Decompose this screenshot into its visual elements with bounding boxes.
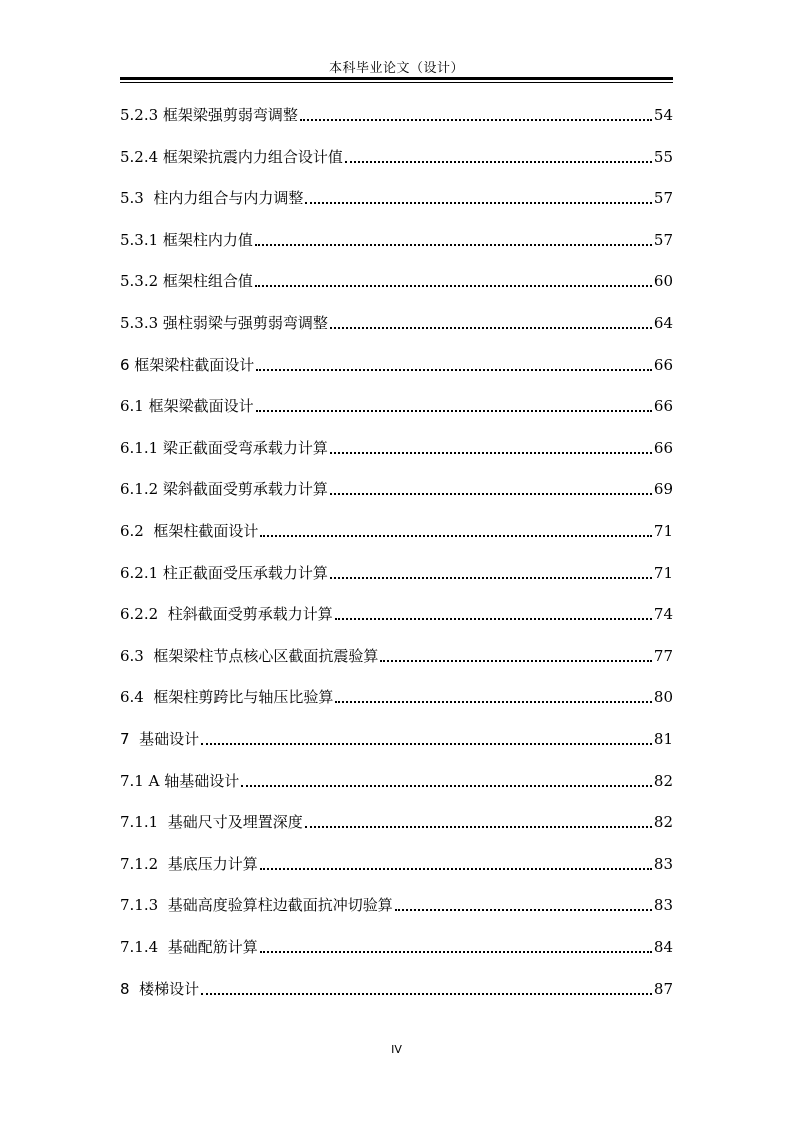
toc-entry[interactable] bbox=[120, 848, 673, 874]
toc-entry[interactable] bbox=[120, 723, 673, 749]
toc-entry-page: 87 bbox=[653, 979, 673, 998]
toc-entry[interactable] bbox=[120, 598, 673, 624]
toc-entry[interactable] bbox=[120, 931, 673, 957]
toc-entry-title: 7.1.1 基础尺寸及埋置深度 bbox=[120, 813, 303, 832]
toc-entry-title: 5.3.2 框架柱组合值 bbox=[120, 272, 253, 291]
toc-entry-page: 84 bbox=[653, 938, 673, 956]
toc-entry-title: 6.2 框架柱截面设计 bbox=[120, 522, 259, 540]
toc-entry-title: 6.4 框架柱剪跨比与轴压比验算 bbox=[120, 688, 334, 707]
toc-entry[interactable] bbox=[120, 681, 673, 707]
toc-entry[interactable] bbox=[120, 349, 673, 375]
toc-entry[interactable] bbox=[120, 806, 673, 832]
toc-entry[interactable] bbox=[120, 182, 673, 208]
toc-entry-page: 57 bbox=[653, 230, 673, 249]
toc-entry-title: 6.1 框架梁截面设计 bbox=[120, 397, 254, 416]
toc-dot-leader bbox=[260, 864, 652, 870]
toc-entry-page: 81 bbox=[653, 730, 673, 748]
toc-entry-title: 7.1.4 基础配筋计算 bbox=[120, 938, 258, 956]
toc-entry[interactable] bbox=[120, 390, 673, 416]
toc-entry[interactable] bbox=[120, 973, 673, 999]
toc-entry-title: 5.2.4 框架梁抗震内力组合设计值 bbox=[120, 147, 343, 166]
toc-entry-page: 69 bbox=[653, 480, 673, 499]
toc-dot-leader bbox=[330, 573, 652, 579]
toc-dot-leader bbox=[380, 656, 652, 662]
toc-entry[interactable] bbox=[120, 557, 673, 583]
header-rule-thick bbox=[120, 77, 673, 80]
toc-dot-leader bbox=[260, 947, 652, 953]
toc-entry-page: 71 bbox=[653, 522, 673, 540]
toc-dot-leader bbox=[305, 198, 652, 204]
page-number: IV bbox=[391, 1043, 402, 1056]
toc-entry-title: 6.2.2 柱斜截面受剪承载力计算 bbox=[120, 605, 333, 624]
toc-dot-leader bbox=[256, 365, 652, 371]
toc-entry-page: 74 bbox=[653, 605, 673, 624]
toc-entry-title: 7 基础设计 bbox=[120, 730, 200, 748]
toc-entry-title: 6.2.1 柱正截面受压承载力计算 bbox=[120, 563, 328, 582]
toc-entry[interactable] bbox=[120, 141, 673, 167]
toc-dot-leader bbox=[255, 281, 652, 287]
toc-entry-title: 6.3 框架梁柱节点核心区截面抗震验算 bbox=[120, 646, 379, 665]
toc-entry-page: 80 bbox=[653, 688, 673, 707]
toc-entry-page: 60 bbox=[653, 272, 673, 291]
toc-entry-title: 6.1.2 梁斜截面受剪承载力计算 bbox=[120, 480, 328, 499]
toc-entry-page: 66 bbox=[653, 355, 673, 374]
toc-entry[interactable] bbox=[120, 432, 673, 458]
toc-entry[interactable] bbox=[120, 473, 673, 499]
toc-entry-page: 57 bbox=[653, 189, 673, 208]
toc-dot-leader bbox=[330, 323, 652, 329]
toc-entry-title: 5.3.1 框架柱内力值 bbox=[120, 230, 253, 249]
toc-dot-leader bbox=[201, 739, 652, 745]
toc-dot-leader bbox=[330, 489, 652, 495]
toc-entry-page: 66 bbox=[653, 397, 673, 416]
toc-entry[interactable] bbox=[120, 265, 673, 291]
toc-entry-title: 5.3.3 强柱弱梁与强剪弱弯调整 bbox=[120, 314, 328, 332]
toc-entry-title: 8 楼梯设计 bbox=[120, 979, 200, 998]
toc-entry-page: 54 bbox=[653, 106, 673, 124]
toc-dot-leader bbox=[300, 115, 652, 121]
header-rule-thin bbox=[120, 82, 673, 83]
toc-entry[interactable] bbox=[120, 307, 673, 333]
toc-entry-page: 55 bbox=[653, 147, 673, 166]
toc-dot-leader bbox=[256, 406, 652, 412]
toc-entry[interactable] bbox=[120, 889, 673, 915]
toc-entry-page: 83 bbox=[653, 854, 673, 873]
toc-entry[interactable] bbox=[120, 224, 673, 250]
toc-entry-page: 71 bbox=[653, 563, 673, 582]
toc-entry-page: 77 bbox=[653, 646, 673, 665]
toc-entry-page: 64 bbox=[653, 314, 673, 332]
toc-dot-leader bbox=[335, 697, 652, 703]
toc-dot-leader bbox=[255, 240, 652, 246]
toc-entry-title: 6.1.1 梁正截面受弯承载力计算 bbox=[120, 438, 328, 457]
toc-dot-leader bbox=[330, 448, 652, 454]
toc-entry-title: 7.1.2 基底压力计算 bbox=[120, 854, 258, 873]
toc-entry-page: 82 bbox=[653, 771, 673, 790]
toc-entry-page: 83 bbox=[653, 896, 673, 915]
toc-dot-leader bbox=[345, 157, 652, 163]
toc-entry[interactable] bbox=[120, 640, 673, 666]
toc-entry[interactable] bbox=[120, 765, 673, 791]
toc-dot-leader bbox=[395, 905, 652, 911]
toc-dot-leader bbox=[305, 822, 652, 828]
toc-dot-leader bbox=[201, 989, 652, 995]
toc-entry[interactable] bbox=[120, 99, 673, 125]
toc-entry-title: 6 框架梁柱截面设计 bbox=[120, 355, 255, 374]
toc-entry-page: 82 bbox=[653, 813, 673, 832]
toc-dot-leader bbox=[241, 781, 652, 787]
toc-entry-title: 7.1.3 基础高度验算柱边截面抗冲切验算 bbox=[120, 896, 393, 915]
toc-entry[interactable] bbox=[120, 515, 673, 541]
page-header-title: 本科毕业论文（设计） bbox=[328, 61, 464, 76]
toc-entry-page: 66 bbox=[653, 438, 673, 457]
toc-dot-leader bbox=[260, 531, 652, 537]
toc-entry-title: 5.2.3 框架梁强剪弱弯调整 bbox=[120, 106, 298, 124]
toc-entry-title: 5.3 柱内力组合与内力调整 bbox=[120, 189, 304, 208]
toc-entry-title: 7.1 A 轴基础设计 bbox=[120, 771, 240, 790]
toc-dot-leader bbox=[335, 614, 652, 620]
